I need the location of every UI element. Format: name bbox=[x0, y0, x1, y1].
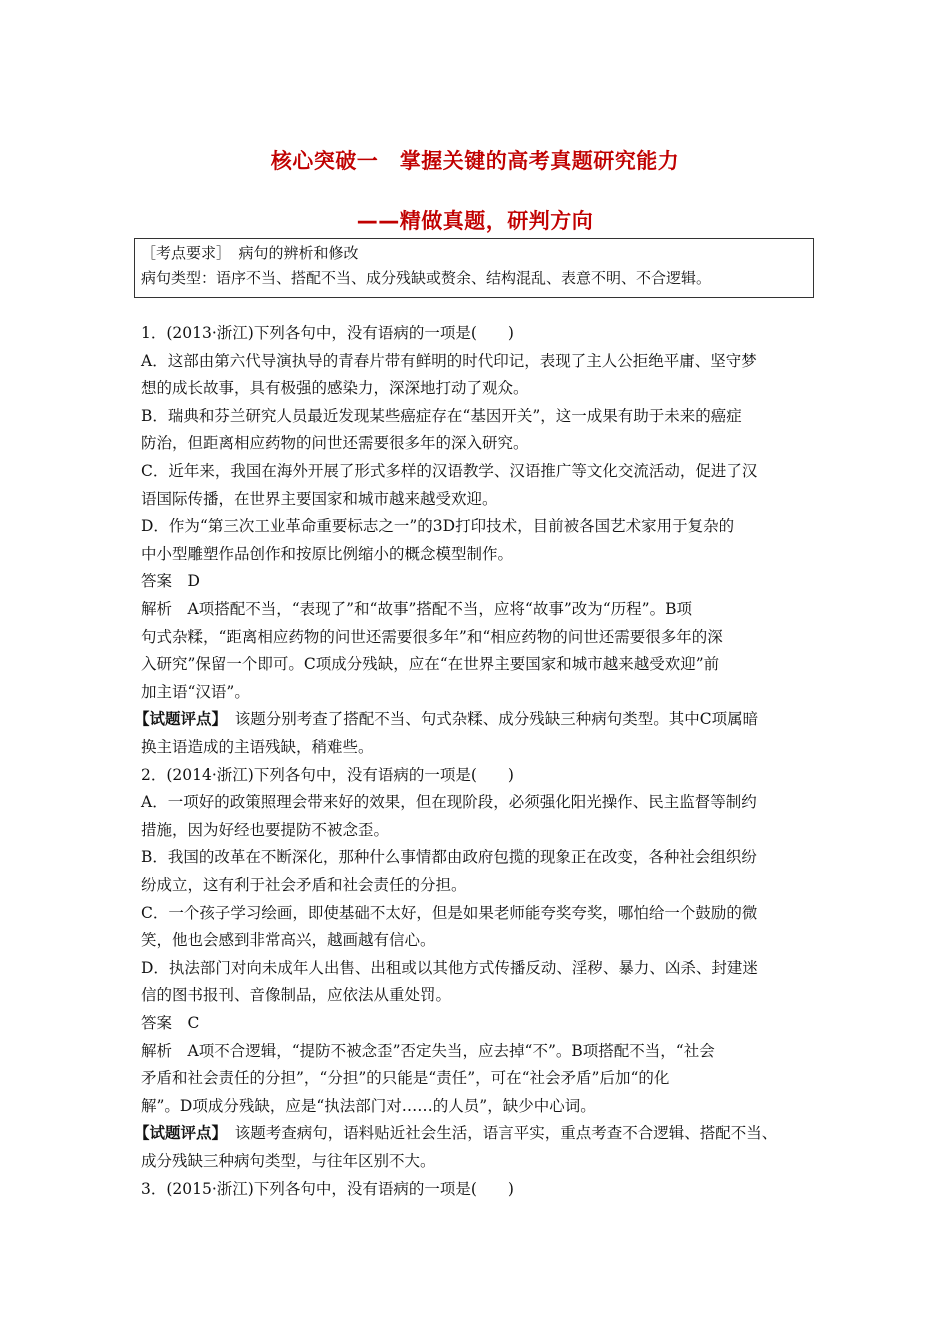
line-text: 句式杂糅，“距离相应药物的问世还需要很多年”和“相应药物的问世还需要很多年的深 bbox=[141, 627, 723, 646]
line-text: 1．(2013·浙江)下列各句中，没有语病的一项是( ) bbox=[141, 324, 514, 342]
text-line bbox=[141, 599, 692, 619]
text-line bbox=[141, 765, 514, 785]
requirement-box bbox=[134, 238, 814, 298]
text-line bbox=[141, 1096, 596, 1116]
text-line bbox=[141, 1013, 199, 1033]
text-line bbox=[141, 1068, 669, 1088]
line-text: B．瑞典和芬兰研究人员最近发现某些癌症存在“基因开关”，这一成果有助于未来的癌症 bbox=[141, 406, 742, 425]
line-text: 语国际传播，在世界主要国家和城市越来越受欢迎。 bbox=[141, 489, 498, 508]
line-text: D．执法部门对向未成年人出售、出租或以其他方式传播反动、淫秽、暴力、凶杀、封建迷 bbox=[141, 958, 758, 977]
line-text: 信的图书报刊、音像制品，应依法从重处罚。 bbox=[141, 986, 452, 1005]
text-line bbox=[141, 1179, 514, 1199]
line-text: 加主语“汉语”。 bbox=[141, 682, 250, 701]
line-text: 入研究”保留一个即可。C项成分残缺，应在“在世界主要国家和城市越来越受欢迎”前 bbox=[141, 655, 720, 674]
text-line bbox=[141, 571, 200, 591]
text-line bbox=[141, 627, 723, 647]
text-line bbox=[141, 985, 451, 1005]
line-text: 成分残缺三种病句类型，与往年区别不大。 bbox=[141, 1152, 436, 1170]
line-text: D．作为“第三次工业革命重要标志之一”的3D打印技术，目前被各国艺术家用于复杂的 bbox=[141, 517, 735, 536]
line-text: 2．(2014·浙江)下列各句中，没有语病的一项是( ) bbox=[141, 765, 514, 784]
page-title: 核心突破一 掌握关键的高考真题研究能力 bbox=[270, 149, 680, 173]
line-text: 答案 C bbox=[141, 1014, 200, 1032]
line-text: 防治，但距离相应药物的问世还需要很多年的深入研究。 bbox=[141, 434, 529, 453]
text-line bbox=[141, 323, 514, 343]
line-text: 解析 A项不合逻辑，“提防不被念歪”否定失当，应去掉“不”。B项搭配不当，“社会 bbox=[141, 1041, 715, 1060]
line-text: 笑，他也会感到非常高兴，越画越有信心。 bbox=[141, 931, 436, 950]
text-line bbox=[141, 820, 389, 840]
line-text: 解”。D项成分残缺，应是“执法部门对……的人员”，缺少中心词。 bbox=[141, 1096, 596, 1115]
text-line bbox=[141, 461, 757, 481]
text-line bbox=[141, 737, 374, 757]
text-line bbox=[141, 351, 757, 371]
text-line bbox=[141, 406, 742, 426]
line-text: C．一个孩子学习绘画，即使基础不太好，但是如果老师能夸奖夸奖，哪怕给一个鼓励的微 bbox=[141, 903, 758, 922]
line-text: 该题分别考查了搭配不当、句式杂糅、成分残缺三种病句类型。其中C项属暗 bbox=[219, 710, 759, 729]
comment-tag: 【试题评点】 bbox=[134, 1123, 220, 1143]
text-line bbox=[141, 433, 529, 453]
text-line bbox=[141, 1151, 436, 1171]
line-text: 纷成立，这有利于社会矛盾和社会责任的分担。 bbox=[141, 876, 467, 894]
line-text: 答案 D bbox=[141, 572, 200, 591]
line-text: 解析 A项搭配不当，“表现了”和“故事”搭配不当，应将“故事”改为“历程”。B项 bbox=[141, 600, 692, 618]
text-line bbox=[141, 682, 250, 702]
text-line bbox=[141, 958, 758, 978]
text-line bbox=[141, 654, 719, 674]
text-line bbox=[141, 378, 529, 398]
text-line bbox=[134, 709, 758, 729]
line-text: 3．(2015·浙江)下列各句中，没有语病的一项是( ) bbox=[141, 1179, 514, 1198]
line-text: 中小型雕塑作品创作和按原比例缩小的概念模型制作。 bbox=[141, 544, 514, 563]
line-text: B．我国的改革在不断深化，那种什么事情都由政府包揽的现象正在改变，各种社会组织纷 bbox=[141, 848, 757, 867]
text-line bbox=[141, 875, 467, 895]
requirement-line-1: ［考点要求］ 病句的辨析和修改 bbox=[141, 244, 359, 262]
text-line bbox=[141, 930, 436, 950]
line-text: A．一项好的政策照理会带来好的效果，但在现阶段，必须强化阳光操作、民主监督等制约 bbox=[141, 793, 757, 812]
text-line bbox=[141, 544, 513, 564]
line-text: 矛盾和社会责任的分担”，“分担”的只能是“责任”，可在“社会矛盾”后加“的化 bbox=[141, 1069, 670, 1088]
line-text: C．近年来，我国在海外开展了形式多样的汉语教学、汉语推广等文化交流活动，促进了汉 bbox=[141, 462, 758, 480]
text-line bbox=[141, 516, 734, 536]
line-text: A．这部由第六代导演执导的青春片带有鲜明的时代印记，表现了主人公拒绝平庸、坚守梦 bbox=[141, 351, 757, 370]
line-text: 措施，因为好经也要提防不被念歪。 bbox=[141, 820, 390, 839]
text-line bbox=[141, 847, 757, 867]
text-line bbox=[141, 1041, 715, 1061]
text-line bbox=[134, 1123, 777, 1143]
line-text: 该题考查病句，语料贴近社会生活，语言平实，重点考查不合逻辑、搭配不当、 bbox=[219, 1124, 778, 1143]
text-line bbox=[141, 903, 757, 923]
line-text: 换主语造成的主语残缺，稍难些。 bbox=[141, 738, 374, 756]
comment-tag: 【试题评点】 bbox=[134, 709, 220, 729]
page-subtitle: ——精做真题，研判方向 bbox=[356, 209, 594, 233]
line-text: 想的成长故事，具有极强的感染力，深深地打动了观众。 bbox=[141, 379, 529, 398]
requirement-line-2: 病句类型：语序不当、搭配不当、成分残缺或赘余、结构混乱、表意不明、不合逻辑。 bbox=[141, 269, 712, 287]
text-line bbox=[141, 792, 757, 812]
text-line bbox=[141, 489, 498, 509]
